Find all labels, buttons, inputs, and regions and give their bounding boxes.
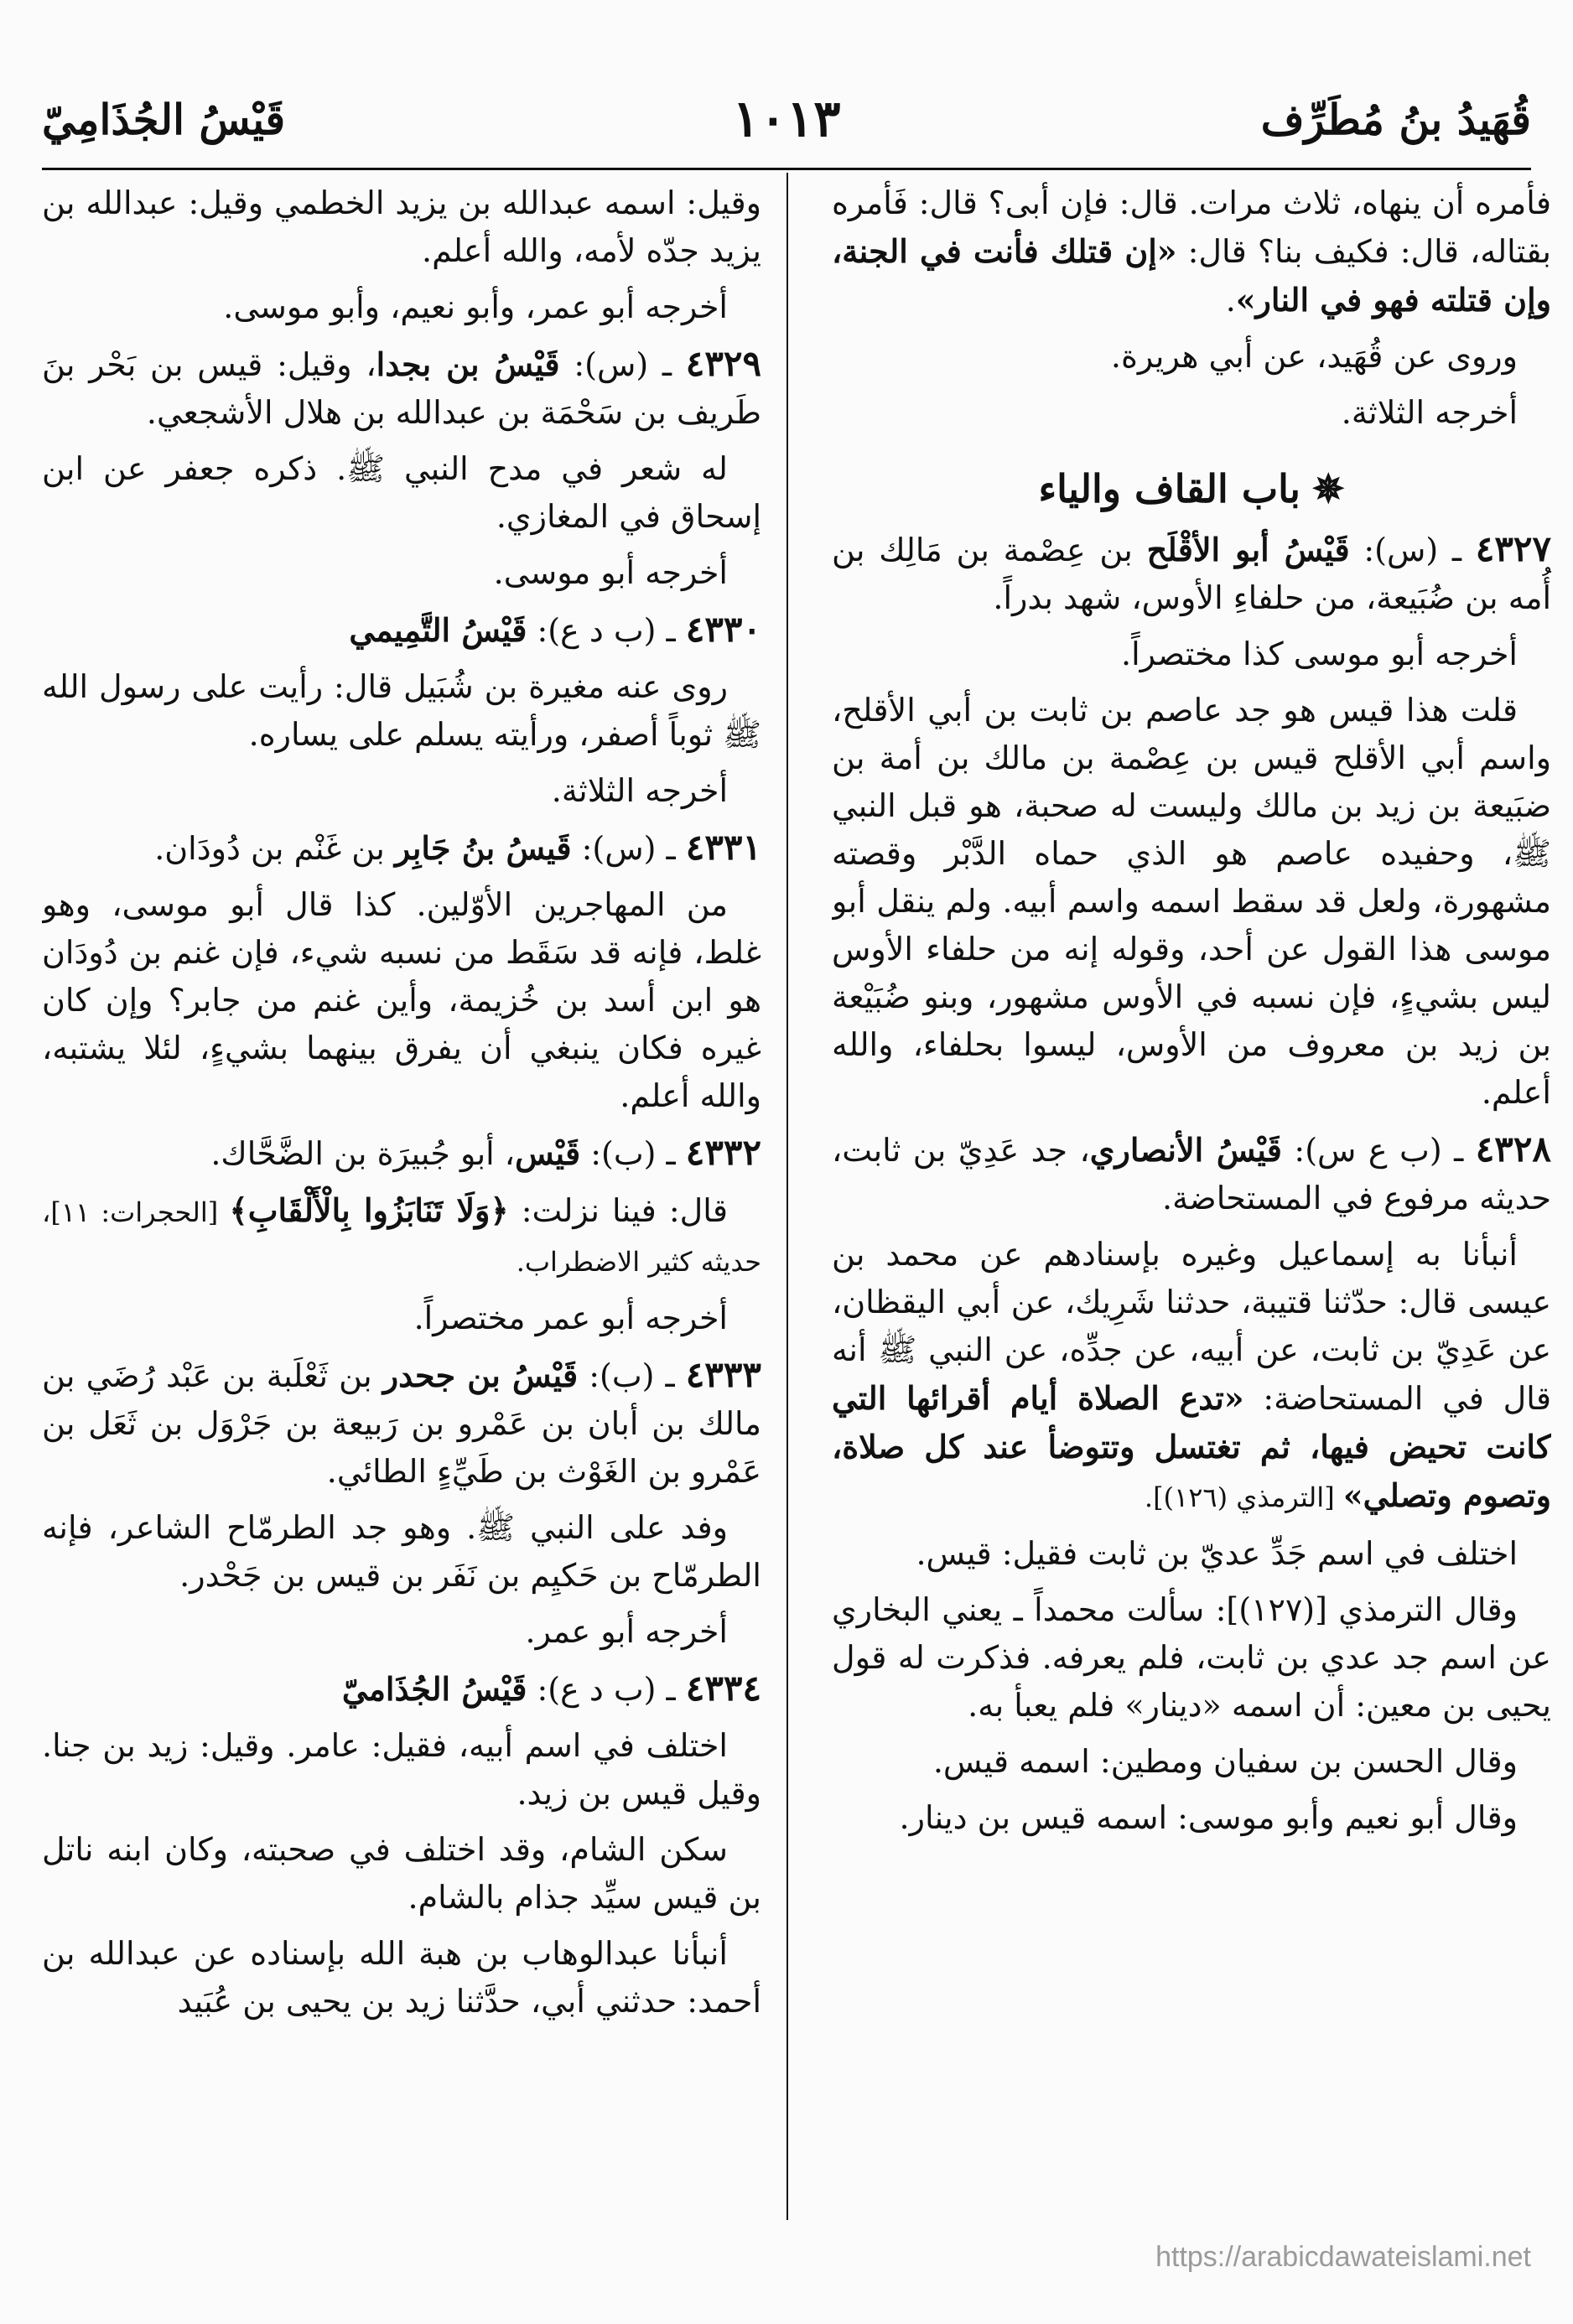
- column-divider: [786, 173, 788, 2220]
- entry-name: قَيْسُ بن جحدر: [382, 1357, 579, 1394]
- entry-number: ٤٣٣٣: [685, 1354, 761, 1395]
- entry-4333: ٤٣٣٣ ـ (ب): قَيْسُ بن جحدر بن ثَعْلَبة بن عَبْد رُضَي بن مالك بن أبان بن عَمْرو بن رَبيعة بن جَرْوَل بن ثَعَل بن عَمْرو بن الغَوْث بن طَيِّءٍ الطائي.: [42, 1354, 761, 1490]
- entry-name: قَيْسُ بن بجدا: [376, 345, 560, 383]
- paragraph: أخرجه أبو موسى كذا مختصراً.: [1121, 635, 1518, 672]
- paragraph: وروى عن قُهَيد، عن أبي هريرة.: [1110, 338, 1518, 375]
- running-title-right: قُهَيدُ بنُ مُطَرِّف: [1260, 94, 1531, 144]
- entry-name: قَيْس: [515, 1134, 581, 1172]
- paragraph: أنبأنا عبدالوهاب بن هبة الله بإسناده عن عبدالله بن أحمد: حدثني أبي، حدَّثنا زيد بن يحيى بن عُبَيد: [42, 1935, 761, 2020]
- paragraph: أنبأنا به إسماعيل وغيره بإسنادهم عن محمد بن عيسى قال: حدّثنا قتيبة، حدثنا شَرِيك، عن أبي اليقظان، عن عَدِيّ بن ثابت، عن أبيه، عن جدِّه، عن النبي ﷺ أنه قال في المستحاضة: «تدع الصلاة أيام أقرائها التي كانت تحيض فيها، ثم تغتسل وتتوضأ عند كل صلاة، وتصوم وتصلي» [الترمذي (١٢٦)].: [832, 1236, 1551, 1514]
- paragraph: وقال أبو نعيم وأبو موسى: اسمه قيس بن دينار.: [899, 1799, 1518, 1836]
- entry-4328: ٤٣٢٨ ـ (ب ع س): قَيْسُ الأنصاري، جد عَدِيّ بن ثابت، حديثه مرفوع في المستحاضة.: [832, 1128, 1551, 1216]
- entry-number: ٤٣٣١: [685, 827, 761, 868]
- entry-number: ٤٣٢٩: [685, 343, 761, 384]
- paragraph: اختلف في اسم جَدِّ عديّ بن ثابت فقيل: قيس.: [916, 1535, 1518, 1572]
- entry-4332: ٤٣٣٢ ـ (ب): قَيْس، أبو جُبيرَة بن الضَّحَّاك.: [210, 1132, 761, 1173]
- hadith-text: «تدع الصلاة أيام أقرائها التي كانت تحيض فيها، ثم تغتسل وتتوضأ عند كل صلاة، وتصوم وتصلي»: [832, 1379, 1551, 1514]
- entry-number: ٤٣٣٤: [685, 1668, 761, 1709]
- entry-number: ٤٣٢٧: [1475, 528, 1551, 569]
- paragraph: اختلف في اسم أبيه، فقيل: عامر. وقيل: زيد بن جنا. وقيل قيس بن زيد.: [42, 1727, 761, 1812]
- paragraph: قال: فينا نزلت: ﴿وَلَا تَنَابَزُوا بِالْأَلْقَابِ﴾ [الحجرات: ١١]، حديثه كثير الاضطراب.: [42, 1191, 761, 1278]
- page-header: [42, 77, 1531, 161]
- section-heading: ✵باب القاف والياء: [1038, 466, 1345, 511]
- paragraph: وقيل: اسمه عبدالله بن يزيد الخطمي وقيل: عبدالله بن يزيد جدّه لأمه، والله أعلم.: [42, 184, 761, 269]
- entry-name: قَيْسُ أبو الأقْلَح: [1146, 531, 1350, 568]
- left-column: [42, 179, 761, 2225]
- hadith-text: «إن قتلك فأنت في الجنة، وإن قتلته فهو في النار»: [832, 232, 1551, 319]
- watermark-url: https://arabicdawateislami.net: [1155, 2241, 1531, 2273]
- paragraph: أخرجه أبو عمر مختصراً.: [413, 1299, 728, 1336]
- entry-name: قَيسُ بنُ جَابِر: [394, 829, 572, 867]
- entry-4329: ٤٣٢٩ ـ (س): قَيْسُ بن بجدا، وقيل: قيس بن بَحْر بنَ طَريف بن سَحْمَة بن عبدالله بن هلال الأشجعي.: [42, 343, 761, 431]
- right-column: [832, 179, 1551, 2225]
- entry-name: قَيْسُ التَّمِيمي: [349, 611, 527, 649]
- paragraph: أخرجه أبو عمر، وأبو نعيم، وأبو موسى.: [223, 288, 728, 325]
- page-number: ١٠١٣: [732, 90, 841, 148]
- paragraph: أخرجه أبو عمر.: [525, 1613, 728, 1650]
- entry-4327: ٤٣٢٧ ـ (س): قَيْسُ أبو الأقْلَح بن عِصْمة بن مَالِك بن أُمه بن ضُبَيعة، من حلفاءِ الأوس، شهد بدراً.: [832, 528, 1551, 616]
- paragraph: روى عنه مغيرة بن شُبَيل قال: رأيت على رسول الله ﷺ ثوباً أصفر، ورأيته يسلم على يساره.: [42, 668, 761, 753]
- paragraph: أخرجه أبو موسى.: [493, 554, 728, 591]
- paragraph: فأمره أن ينهاه، ثلاث مرات. قال: فإن أبى؟ قال: فَأَمره بقتاله، قال: فكيف بنا؟ قال: «إن قتلك فأنت في الجنة، وإن قتلته فهو في النار».: [832, 184, 1551, 319]
- paragraph: أخرجه الثلاثة.: [1341, 394, 1518, 431]
- paragraph: وقال الحسن بن سفيان ومطين: اسمه قيس.: [932, 1743, 1518, 1780]
- paragraph: وفد على النبي ﷺ. وهو جد الطرمّاح الشاعر، فإنه الطرمّاح بن حَكيِم بن نَفَر بن قيس بن جَحْدر.: [42, 1509, 761, 1594]
- reference: [الترمذي (١٢٦)].: [1144, 1481, 1343, 1513]
- quran-verse: ﴿وَلَا تَنَابَزُوا بِالْأَلْقَابِ﴾: [229, 1191, 509, 1229]
- paragraph: له شعر في مدح النبي ﷺ. ذكره جعفر عن ابن إسحاق في المغازي.: [42, 450, 761, 535]
- entry-4331: ٤٣٣١ ـ (س): قَيسُ بنُ جَابِر بن غَنْم بن دُودَان.: [154, 827, 761, 868]
- entry-name: قَيْسُ الجُذَاميّ: [341, 1670, 527, 1708]
- paragraph: وقال الترمذي [(١٢٧)]: سألت محمداً ـ يعني البخاري عن اسم جد عدي بن ثابت، فلم يعرفه. فذكرت له قول يحيى بن معين: أن اسمه «دينار» فلم يعبأ به.: [832, 1591, 1551, 1724]
- header-rule: [42, 168, 1531, 170]
- running-title-left: قَيْسُ الجُذَامِيّ: [42, 94, 286, 144]
- reference: [الحجرات: ١١]، حديثه كثير الاضطراب.: [42, 1196, 761, 1278]
- entry-number: ٤٣٣٢: [685, 1132, 761, 1173]
- entry-4330: ٤٣٣٠ ـ (ب د ع): قَيْسُ التَّمِيمي: [349, 609, 761, 650]
- entry-number: ٤٣٣٠: [685, 609, 761, 650]
- entry-4334: ٤٣٣٤ ـ (ب د ع): قَيْسُ الجُذَاميّ: [341, 1668, 761, 1709]
- paragraph: أخرجه الثلاثة.: [551, 772, 728, 809]
- entry-name: قَيْسُ الأنصاري: [1089, 1131, 1282, 1169]
- entry-number: ٤٣٢٨: [1475, 1128, 1551, 1170]
- star-icon: ✵: [1311, 466, 1345, 511]
- paragraph: قلت هذا قيس هو جد عاصم بن ثابت بن أبي الأقلح، واسم أبي الأقلح قيس بن عِصْمة بن مالك بن أمة بن ضبَيعة بن زيد بن مالك وليست له صحبة، هو قبل النبي ﷺ، وحفيده عاصم هو الذي حماه الدَّبْر وقصته مشهورة، ولعل قد سقط اسمه واسم أبيه. ولم ينقل أبو موسى هذا القول عن أحد، وقوله إنه من حلفاء الأوس ليس بشيءٍ، فإن نسبه في الأوس مشهور، وبنو ضُبَيْعة بن زيد بن معروف من الأوس، ليسوا بحلفاء، والله أعلم.: [832, 692, 1551, 1111]
- paragraph: سكن الشام، وقد اختلف في صحبته، وكان ابنه ناتل بن قيس سيِّد جذام بالشام.: [42, 1831, 761, 1916]
- paragraph: من المهاجرين الأوّلين. كذا قال أبو موسى، وهو غلط، فإنه قد سَقَط من نسبه شيء، فإن غنم بن دُودَان هو ابن أسد بن خُزيمة، وأين غنم من جابر؟ وإن كان غيره فكان ينبغي أن يفرق بينهما بشيءٍ، لئلا يشتبه، والله أعلم.: [42, 886, 761, 1114]
